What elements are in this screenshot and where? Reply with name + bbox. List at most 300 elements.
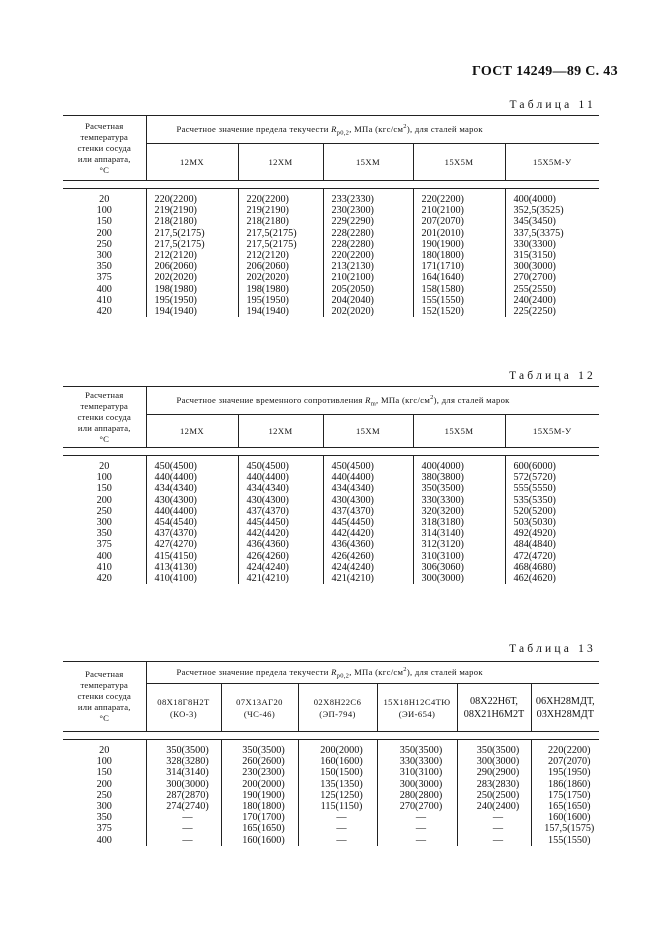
column-header [457,684,531,732]
value-cell: 270(2700) [505,272,599,283]
header-end: ), для сталей марок [406,666,483,677]
value-cell: 300(3000) [413,573,505,584]
value-cell: 315(3150) [505,250,599,261]
value-cell: 160(1600) [298,756,377,767]
table-row [63,506,599,517]
value-cell: 430(4300) [238,495,323,506]
value-cell: 472(4720) [505,551,599,562]
units-superscript: 2 [403,122,407,130]
value-cell: 218(2180) [238,216,323,227]
temperature-cell: 20 [99,745,110,756]
value-cell: 440(4400) [146,506,238,517]
value-cell: 350(3500) [413,483,505,494]
value-cell: 164(1640) [413,272,505,283]
value-cell: 125(1250) [298,790,377,801]
value-cell: 430(4300) [323,495,413,506]
header-description: Расчетное значение временного сопротивления [176,394,366,405]
value-cell: 320(3200) [413,506,505,517]
value-cell: 434(4340) [323,483,413,494]
value-cell: — [146,823,221,834]
value-cell: 230(2300) [323,205,413,216]
value-cell: 210(2100) [323,272,413,283]
symbol-r: R [331,666,337,677]
value-cell: — [457,823,531,834]
table-row [63,573,599,584]
table-row [63,779,599,790]
temperature-cell: 100 [96,756,112,768]
value-cell: 440(4400) [146,472,238,483]
value-cell: 207(2070) [413,216,505,227]
table-13-caption: Таблица 13 [509,643,596,655]
value-cell: 165(1650) [531,801,599,812]
value-cell: 430(4300) [146,495,238,506]
value-cell: 445(4450) [323,517,413,528]
value-cell: 150(1500) [298,767,377,778]
temperature-cell: 400 [96,283,112,295]
value-cell: 306(3060) [413,562,505,573]
value-cell: 421(4210) [238,573,323,584]
temperature-cell: 20 [99,461,110,472]
value-cell: 350(3500) [457,740,531,757]
row-header [63,662,146,732]
value-cell: — [457,812,531,823]
value-cell: 434(4340) [146,483,238,494]
column-header: 12МХ [146,415,238,448]
value-cell: 440(4400) [238,472,323,483]
value-cell: 330(3300) [413,495,505,506]
table-row [63,756,599,767]
column-header-line: (ЭП-794) [319,708,356,719]
value-cell: 415(4150) [146,551,238,562]
value-cell: 450(4500) [238,456,323,473]
value-cell: — [457,835,531,846]
row-header-line: температура [80,680,129,690]
table-row [63,740,599,757]
value-cell: 220(2200) [413,189,505,206]
value-cell: 600(6000) [505,456,599,473]
value-cell: 572(5720) [505,472,599,483]
column-header [146,684,221,732]
table-row [63,539,599,550]
table-11 [63,115,599,317]
value-cell: 217,5(2175) [238,239,323,250]
value-cell: 218(2180) [146,216,238,227]
table-row [63,790,599,801]
value-cell: — [146,835,221,846]
value-cell: 454(4540) [146,517,238,528]
value-cell: 426(4260) [238,551,323,562]
value-cell: 195(1950) [238,295,323,306]
value-cell: 318(3180) [413,517,505,528]
units-superscript: 2 [403,665,407,673]
value-cell: 198(1980) [146,284,238,295]
temperature-cell: 100 [96,472,112,484]
column-header: 15Х5М-У [505,144,599,181]
column-header-line: 02Х8Н22С6 [313,696,362,707]
column-header: 12ХМ [238,415,323,448]
temperature-cell: 250 [96,505,112,517]
symbol-subscript: m [370,400,377,408]
value-cell: 484(4840) [505,539,599,550]
value-cell: 350(3500) [377,740,457,757]
value-cell: 274(2740) [146,801,221,812]
temperature-cell: 250 [96,789,112,801]
value-cell: 198(1980) [238,284,323,295]
temperature-cell: 375 [96,823,112,835]
value-cell: 410(4100) [146,573,238,584]
value-cell: 468(4680) [505,562,599,573]
value-cell: 206(2060) [238,261,323,272]
value-cell: 207(2070) [531,756,599,767]
temperature-cell: 410 [96,294,112,306]
row-header-line: °С [99,164,110,175]
column-header-line: 08Х18Г8Н2Т [157,696,210,707]
value-cell: 204(2040) [323,295,413,306]
value-cell: 225(2250) [505,306,599,317]
temperature-cell: 200 [96,227,112,239]
symbol-subscript: p0,2 [336,129,350,137]
header-double-rule [63,181,599,189]
value-cell: 328(3280) [146,756,221,767]
temperature-cell: 375 [96,272,112,284]
temperature-cell: 150 [96,483,112,495]
value-cell: 228(2280) [323,228,413,239]
temperature-cell: 350 [96,812,112,824]
value-cell: — [377,823,457,834]
row-header [63,387,146,448]
header-description: Расчетное значение предела текучести [176,666,332,677]
value-cell: 195(1950) [531,767,599,778]
temperature-cell: 100 [96,205,112,217]
value-cell: 194(1940) [238,306,323,317]
value-cell: 427(4270) [146,539,238,550]
value-cell: 190(1900) [413,239,505,250]
value-cell: 115(1150) [298,801,377,812]
table-row [63,284,599,295]
value-cell: 413(4130) [146,562,238,573]
temperature-cell: 150 [96,767,112,779]
row-header-line: или аппарата, [77,702,131,712]
temperature-cell: 200 [96,778,112,790]
temperature-cell: 420 [96,306,112,318]
value-cell: 400(4000) [505,189,599,206]
value-cell: 210(2100) [413,205,505,216]
value-group-header [146,116,599,144]
value-cell: 194(1940) [146,306,238,317]
value-cell: 314(3140) [413,528,505,539]
table-row [63,456,599,473]
table-11-caption: Таблица 11 [509,99,596,111]
header-end: ), для сталей марок [433,394,510,405]
column-header-line: 08Х21Н6М2Т [463,708,525,720]
row-header-line: стенки сосуда [77,691,131,701]
temperature-cell: 350 [96,261,112,273]
table-row [63,239,599,250]
value-cell: 421(4210) [323,573,413,584]
table-row [63,801,599,812]
value-cell: 492(4920) [505,528,599,539]
row-header-line: Расчетная [85,120,124,131]
value-cell: 440(4400) [323,472,413,483]
temperature-cell: 250 [96,238,112,250]
row-header-line: или аппарата, [77,422,131,433]
value-cell: 155(1550) [413,295,505,306]
value-cell: 200(2000) [221,779,298,790]
value-cell: — [146,812,221,823]
value-cell: 352,5(3525) [505,205,599,216]
temperature-cell: 375 [96,539,112,551]
value-cell: 152(1520) [413,306,505,317]
value-cell: 157,5(1575) [531,823,599,834]
column-header-line: 03ХН28МДТ [536,708,594,720]
value-cell: 160(1600) [221,835,298,846]
value-cell: 255(2550) [505,284,599,295]
value-cell: 350(3500) [221,740,298,757]
value-cell: 280(2800) [377,790,457,801]
column-header-line: (КО-3) [169,708,197,719]
value-cell: — [377,835,457,846]
value-cell: 180(1800) [413,250,505,261]
value-cell: — [298,823,377,834]
table-row [63,528,599,539]
value-cell: 205(2050) [323,284,413,295]
value-cell: 442(4420) [323,528,413,539]
value-cell: 520(5200) [505,506,599,517]
table-row [63,472,599,483]
value-cell: 450(4500) [146,456,238,473]
temperature-cell: 300 [96,250,112,262]
row-header-line: стенки сосуда [77,411,131,422]
table-row [63,272,599,283]
row-header-line: Расчетная [85,669,124,679]
column-header: 15Х5М-У [505,415,599,448]
table-row [63,517,599,528]
table-row [63,216,599,227]
value-cell: 436(4360) [323,539,413,550]
row-header-line: температура [80,131,129,142]
value-cell: 212(2120) [238,250,323,261]
table-13 [63,661,599,846]
table-12 [63,386,599,584]
column-header [221,684,298,732]
column-header-line: (ЧС-46) [243,708,276,719]
temperature-cell: 20 [99,194,110,205]
value-cell: 462(4620) [505,573,599,584]
value-cell: 437(4370) [146,528,238,539]
value-cell: 206(2060) [146,261,238,272]
column-header: 15ХМ [323,144,413,181]
header-double-rule [63,448,599,456]
value-cell: 434(4340) [238,483,323,494]
column-header [377,684,457,732]
value-cell: 213(2130) [323,261,413,272]
column-header-line: 08Х22Н6Т, [470,695,518,707]
value-cell: 330(3300) [377,756,457,767]
temperature-cell: 400 [96,550,112,562]
value-cell: 201(2010) [413,228,505,239]
row-header-line: стенки сосуда [77,142,131,153]
value-cell: 350(3500) [146,740,221,757]
table-row [63,551,599,562]
value-cell: 229(2290) [323,216,413,227]
value-cell: 426(4260) [323,551,413,562]
value-cell: 220(2200) [531,740,599,757]
table-row [63,189,599,206]
value-cell: 270(2700) [377,801,457,812]
value-cell: 180(1800) [221,801,298,812]
header-end: ), для сталей марок [406,123,483,134]
value-cell: 200(2000) [298,740,377,757]
symbol-r: R [331,123,337,134]
value-cell: — [298,835,377,846]
value-cell: 160(1600) [531,812,599,823]
value-cell: 217,5(2175) [146,228,238,239]
value-cell: 380(3800) [413,472,505,483]
table-row [63,250,599,261]
column-header-line: 06ХН28МДТ, [535,695,595,707]
value-cell: 400(4000) [413,456,505,473]
page-header: ГОСТ 14249—89 С. 43 [472,64,618,79]
value-cell: 195(1950) [146,295,238,306]
symbol-subscript: p0,2 [336,672,350,680]
units-superscript: 2 [430,393,434,401]
value-cell: 314(3140) [146,767,221,778]
header-description: Расчетное значение предела текучести [176,123,332,134]
value-cell: 217,5(2175) [146,239,238,250]
table-row [63,835,599,846]
value-group-header [146,662,599,684]
value-cell: 202(2020) [146,272,238,283]
value-cell: 300(3000) [457,756,531,767]
row-header-line: °С [99,433,110,444]
row-header-line: Расчетная [85,389,124,400]
table-row [63,295,599,306]
value-cell: 220(2200) [323,250,413,261]
value-cell: 300(3000) [505,261,599,272]
header-units: , МПа (кгс/см [376,394,431,405]
column-header-line: 15Х18Н12С4ТЮ [383,696,451,707]
value-cell: 220(2200) [238,189,323,206]
value-cell: 424(4240) [238,562,323,573]
value-cell: 287(2870) [146,790,221,801]
value-cell: 337,5(3375) [505,228,599,239]
column-header: 15ХМ [323,415,413,448]
value-cell: — [377,812,457,823]
value-cell: 330(3300) [505,239,599,250]
temperature-cell: 200 [96,494,112,506]
value-cell: 230(2300) [221,767,298,778]
value-cell: 171(1710) [413,261,505,272]
value-cell: 450(4500) [323,456,413,473]
value-cell: 155(1550) [531,835,599,846]
value-cell: 437(4370) [238,506,323,517]
column-header [531,684,599,732]
value-cell: 219(2190) [146,205,238,216]
table-row [63,767,599,778]
value-cell: 424(4240) [323,562,413,573]
value-cell: 310(3100) [413,551,505,562]
temperature-cell: 420 [96,573,112,585]
value-cell: 240(2400) [505,295,599,306]
value-cell: 202(2020) [238,272,323,283]
value-cell: 175(1750) [531,790,599,801]
value-cell: 240(2400) [457,801,531,812]
column-header: 15Х5М [413,415,505,448]
row-header [63,116,146,181]
column-header [298,684,377,732]
symbol-r: R [365,394,371,405]
value-cell: 555(5550) [505,483,599,494]
value-cell: — [298,812,377,823]
value-cell: 503(5030) [505,517,599,528]
header-units: , МПа (кгс/см [349,666,404,677]
value-cell: 212(2120) [146,250,238,261]
value-cell: 228(2280) [323,239,413,250]
value-cell: 186(1860) [531,779,599,790]
header-double-rule [63,732,599,740]
temperature-cell: 410 [96,561,112,573]
value-cell: 217,5(2175) [238,228,323,239]
column-header: 12МХ [146,144,238,181]
column-header-line: 07Х13АГ20 [236,696,283,707]
header-units: , МПа (кгс/см [349,123,404,134]
value-cell: 345(3450) [505,216,599,227]
table-row [63,495,599,506]
table-row [63,812,599,823]
table-12-caption: Таблица 12 [509,370,596,382]
value-cell: 170(1700) [221,812,298,823]
column-header: 12ХМ [238,144,323,181]
value-cell: 535(5350) [505,495,599,506]
value-cell: 310(3100) [377,767,457,778]
value-cell: 283(2830) [457,779,531,790]
table-row [63,228,599,239]
table-row [63,823,599,834]
value-group-header [146,387,599,415]
table-row [63,306,599,317]
temperature-cell: 300 [96,801,112,813]
value-cell: 300(3000) [146,779,221,790]
value-cell: 312(3120) [413,539,505,550]
table-row [63,483,599,494]
value-cell: 442(4420) [238,528,323,539]
table-row [63,205,599,216]
temperature-cell: 400 [96,834,112,846]
temperature-cell: 150 [96,216,112,228]
row-header-line: °С [99,713,110,723]
column-header: 15Х5М [413,144,505,181]
column-header-line: (ЭИ-654) [398,708,436,719]
value-cell: 437(4370) [323,506,413,517]
value-cell: 190(1900) [221,790,298,801]
value-cell: 158(1580) [413,284,505,295]
value-cell: 165(1650) [221,823,298,834]
value-cell: 219(2190) [238,205,323,216]
table-row [63,261,599,272]
row-header-line: температура [80,400,129,411]
value-cell: 250(2500) [457,790,531,801]
value-cell: 260(2600) [221,756,298,767]
value-cell: 233(2330) [323,189,413,206]
temperature-cell: 350 [96,528,112,540]
value-cell: 220(2200) [146,189,238,206]
value-cell: 135(1350) [298,779,377,790]
row-header-line: или аппарата, [77,153,131,164]
temperature-cell: 300 [96,517,112,529]
table-row [63,562,599,573]
value-cell: 436(4360) [238,539,323,550]
value-cell: 202(2020) [323,306,413,317]
